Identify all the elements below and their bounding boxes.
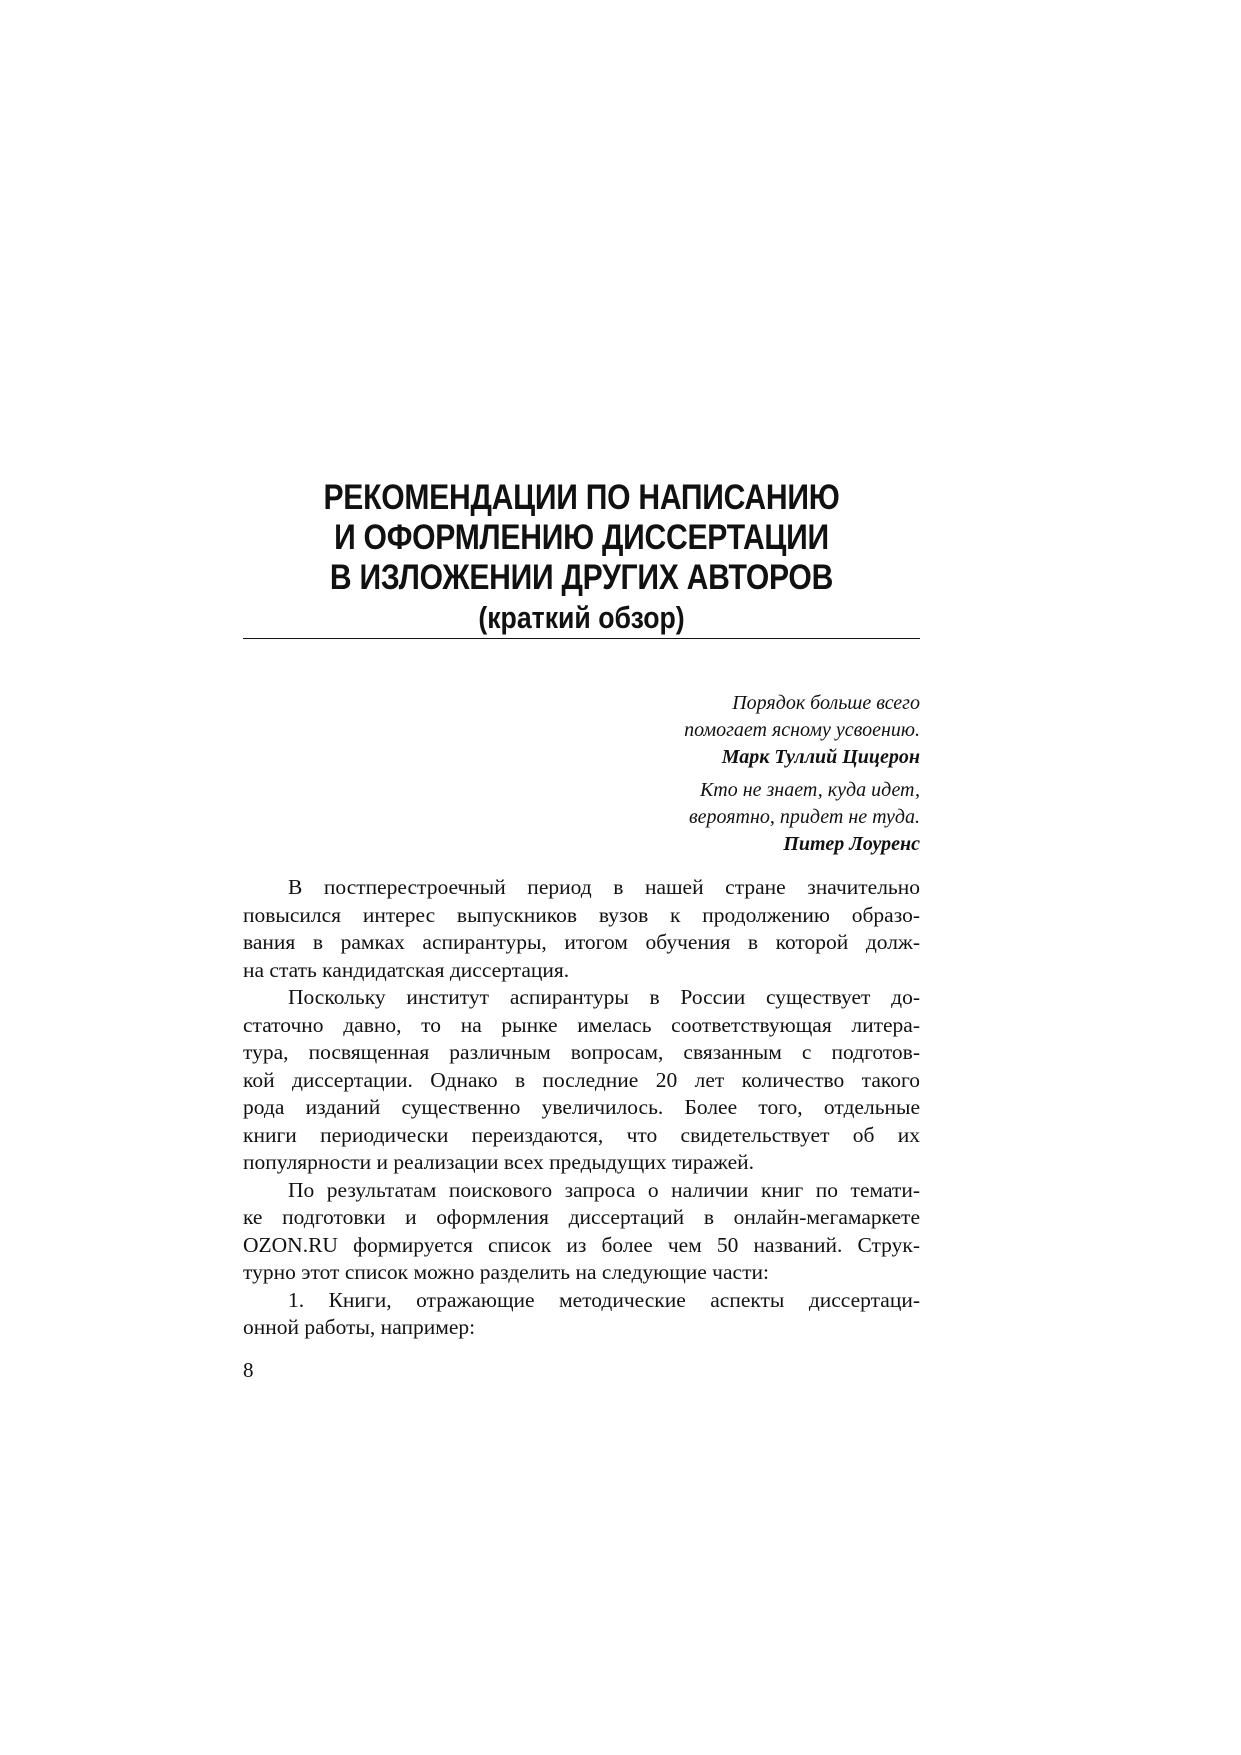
text-line: Поскольку институт аспирантуры в России существует до- (288, 985, 920, 1009)
heading-line-3: В ИЗЛОЖЕНИИ ДРУГИХ АВТОРОВ (329, 558, 834, 597)
text-line: 1. Книги, отражающие методические аспекты диссертаци- (288, 1287, 920, 1312)
text-line: статочно давно, то на рынке имелась соответствующая литера- (243, 1012, 920, 1037)
page-number: 8 (243, 1358, 254, 1382)
text-line: онной работы, например: (243, 1315, 476, 1339)
paragraph (243, 1177, 920, 1287)
paragraph (243, 1287, 920, 1342)
epigraph (420, 777, 920, 858)
text-line: кой диссертации. Однако в последние 20 лет количество такого (243, 1067, 920, 1092)
epigraph-author: Марк Туллий Цицерон (721, 746, 920, 768)
text-line: вания в рамках аспирантуры, итогом обучения в которой долж- (243, 930, 920, 954)
epigraph-quote-line: Порядок больше всего (732, 692, 920, 714)
text-line: популярности и реализации всех предыдущих тиражей. (243, 1150, 755, 1174)
epigraph-author: Питер Лоуренс (783, 833, 920, 855)
heading-line-1: РЕКОМЕНДАЦИИ ПО НАПИСАНИЮ (323, 478, 840, 517)
heading-line-2: И ОФОРМЛЕНИЮ ДИССЕРТАЦИИ (334, 518, 829, 557)
text-line: турно этот список можно разделить на следующие части: (243, 1260, 769, 1284)
chapter-heading (290, 478, 872, 638)
epigraphs (420, 690, 920, 864)
text-line: рода изданий существенно увеличилось. Более того, отдельные (243, 1095, 920, 1119)
text-line: OZON.RU формируется список из более чем 50 названий. Струк- (243, 1232, 920, 1257)
heading-subtitle: (краткий обзор) (478, 600, 685, 635)
body-text (243, 874, 920, 1342)
text-line: на стать кандидатская диссертация. (243, 957, 570, 982)
text-line: ке подготовки и оформления диссертаций в онлайн-мегамаркете (243, 1205, 920, 1229)
epigraph-quote-line: вероятно, придет не туда. (688, 806, 920, 828)
paragraph (243, 874, 920, 984)
text-line: По результатам поискового запроса о наличии книг по темати- (288, 1177, 920, 1202)
text-line: тура, посвященная различным вопросам, связанным с подготов- (243, 1040, 920, 1064)
text-line: книги периодически переиздаются, что свидетельствует об их (243, 1122, 920, 1147)
text-line: повысился интерес выпускников вузов к продолжению образо- (243, 902, 920, 927)
heading-divider (243, 638, 920, 639)
epigraph-quote-line: Кто не знает, куда идет, (699, 779, 920, 801)
epigraph (420, 690, 920, 771)
epigraph-quote-line: помогает ясному усвоению. (684, 719, 920, 741)
paragraph (243, 984, 920, 1177)
text-line: В постперестроечный период в нашей стране значительно (288, 875, 920, 899)
